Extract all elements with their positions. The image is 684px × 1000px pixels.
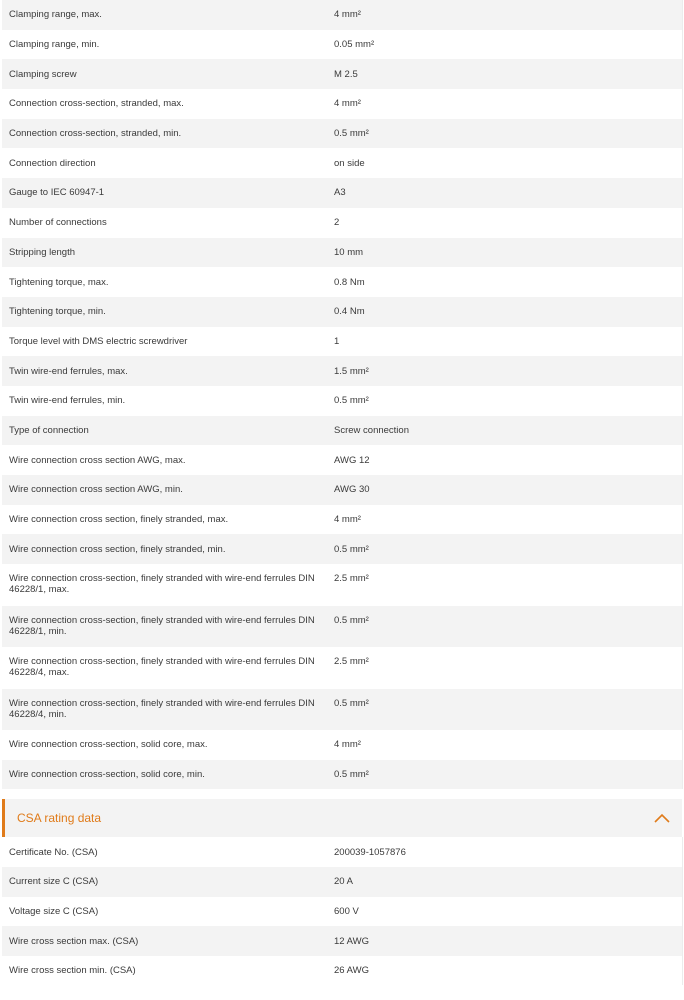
- spec-label: Gauge to IEC 60947-1: [9, 187, 105, 199]
- table-row: [2, 148, 682, 178]
- table-row: [2, 475, 682, 505]
- spec-label: Torque level with DMS electric screwdriver: [9, 335, 188, 347]
- table-row: [2, 297, 682, 327]
- table-row: [2, 730, 682, 760]
- table-row: [2, 445, 682, 475]
- spec-value: 0.5 mm²: [334, 697, 369, 709]
- table-row: [2, 689, 682, 731]
- technical-data-table: [2, 0, 683, 789]
- spec-label: Wire cross section max. (CSA): [9, 935, 139, 947]
- spec-value: 4 mm²: [334, 514, 361, 526]
- spec-label: Stripping length: [9, 246, 76, 258]
- spec-label: Type of connection: [9, 424, 89, 436]
- spec-value: M 2.5: [334, 68, 358, 80]
- chevron-up-icon[interactable]: [650, 806, 674, 830]
- spec-label: Current size C (CSA): [9, 876, 99, 888]
- spec-label: Tightening torque, max.: [9, 276, 109, 288]
- csa-rating-table: [2, 837, 683, 985]
- table-row: [2, 178, 682, 208]
- spec-label: Voltage size C (CSA): [9, 905, 99, 917]
- spec-value: 2.5 mm²: [334, 656, 369, 668]
- spec-value: 4 mm²: [334, 9, 361, 21]
- table-row: [2, 89, 682, 119]
- spec-value: on side: [334, 157, 365, 169]
- spec-label: Connection direction: [9, 157, 96, 169]
- spec-value: AWG 12: [334, 454, 370, 466]
- table-row: [2, 867, 682, 897]
- spec-value: 0.5 mm²: [334, 769, 369, 781]
- csa-section-header[interactable]: [2, 799, 682, 837]
- spec-label: Tightening torque, min.: [9, 306, 106, 318]
- spec-value: 0.5 mm²: [334, 395, 369, 407]
- table-row: [2, 505, 682, 535]
- table-row: [2, 564, 682, 606]
- table-row: [2, 356, 682, 386]
- table-row: [2, 59, 682, 89]
- spec-label: Connection cross-section, stranded, max.: [9, 98, 184, 110]
- spec-label: Wire connection cross-section, solid core, max.: [9, 739, 208, 751]
- spec-label: Wire connection cross section AWG, max.: [9, 454, 186, 466]
- table-row: [2, 926, 682, 956]
- spec-value: 2: [334, 217, 340, 229]
- spec-value: 1.5 mm²: [334, 365, 369, 377]
- table-row: [2, 119, 682, 149]
- spec-label: Twin wire-end ferrules, min.: [9, 395, 126, 407]
- spec-label: Connection cross-section, stranded, min.: [9, 128, 182, 140]
- spec-label: Wire connection cross section, finely stranded, max.: [9, 514, 229, 526]
- spec-value: 4 mm²: [334, 739, 361, 751]
- spec-label: Wire connection cross-section, finely stranded with wire-end ferrules DIN 46228/4, min.: [9, 697, 315, 720]
- spec-label: Wire connection cross-section, solid core, min.: [9, 769, 205, 781]
- spec-value: 10 mm: [334, 246, 364, 258]
- spec-label: Twin wire-end ferrules, max.: [9, 365, 128, 377]
- spec-label: Certificate No. (CSA): [9, 846, 98, 858]
- spec-value: Screw connection: [334, 424, 409, 436]
- spec-value: 4 mm²: [334, 98, 361, 110]
- csa-section-title: CSA rating data: [17, 811, 102, 826]
- spec-value: 600 V: [334, 905, 359, 917]
- spec-label: Wire connection cross section AWG, min.: [9, 484, 183, 496]
- spec-value: A3: [334, 187, 346, 199]
- spec-value: 0.5 mm²: [334, 128, 369, 140]
- spec-value: 0.5 mm²: [334, 543, 369, 555]
- spec-label: Wire connection cross-section, finely stranded with wire-end ferrules DIN 46228/1, max.: [9, 573, 315, 596]
- spec-value: AWG 30: [334, 484, 370, 496]
- table-row: [2, 606, 682, 648]
- spec-value: 0.8 Nm: [334, 276, 365, 288]
- table-row: [2, 386, 682, 416]
- table-row: [2, 534, 682, 564]
- spec-value: 0.5 mm²: [334, 614, 369, 626]
- spec-label: Wire connection cross-section, finely stranded with wire-end ferrules DIN 46228/4, max.: [9, 656, 315, 679]
- spec-label: Wire cross section min. (CSA): [9, 965, 136, 977]
- spec-label: Clamping screw: [9, 68, 77, 80]
- spec-value: 0.05 mm²: [334, 39, 375, 51]
- spec-label: Number of connections: [9, 217, 107, 229]
- spec-label: Wire connection cross section, finely stranded, min.: [9, 543, 226, 555]
- table-row: [2, 760, 682, 790]
- table-row: [2, 267, 682, 297]
- table-row: [2, 208, 682, 238]
- table-row: [2, 956, 682, 986]
- spec-value: 1: [334, 335, 340, 347]
- spec-value: 26 AWG: [334, 965, 370, 977]
- table-row: [2, 327, 682, 357]
- spec-label: Clamping range, min.: [9, 39, 100, 51]
- spec-value: 12 AWG: [334, 935, 370, 947]
- table-row: [2, 837, 682, 867]
- table-row: [2, 0, 682, 30]
- spec-value: 200039-1057876: [334, 846, 406, 858]
- chevron-up-icon-graphic: [653, 812, 671, 824]
- spec-label: Clamping range, max.: [9, 9, 102, 21]
- spec-value: 2.5 mm²: [334, 573, 369, 585]
- spec-value: 0.4 Nm: [334, 306, 365, 318]
- spec-value: 20 A: [334, 876, 354, 888]
- table-row: [2, 238, 682, 268]
- spec-label: Wire connection cross-section, finely stranded with wire-end ferrules DIN 46228/1, min.: [9, 614, 315, 637]
- table-row: [2, 416, 682, 446]
- table-row: [2, 897, 682, 927]
- table-row: [2, 647, 682, 689]
- table-row: [2, 30, 682, 60]
